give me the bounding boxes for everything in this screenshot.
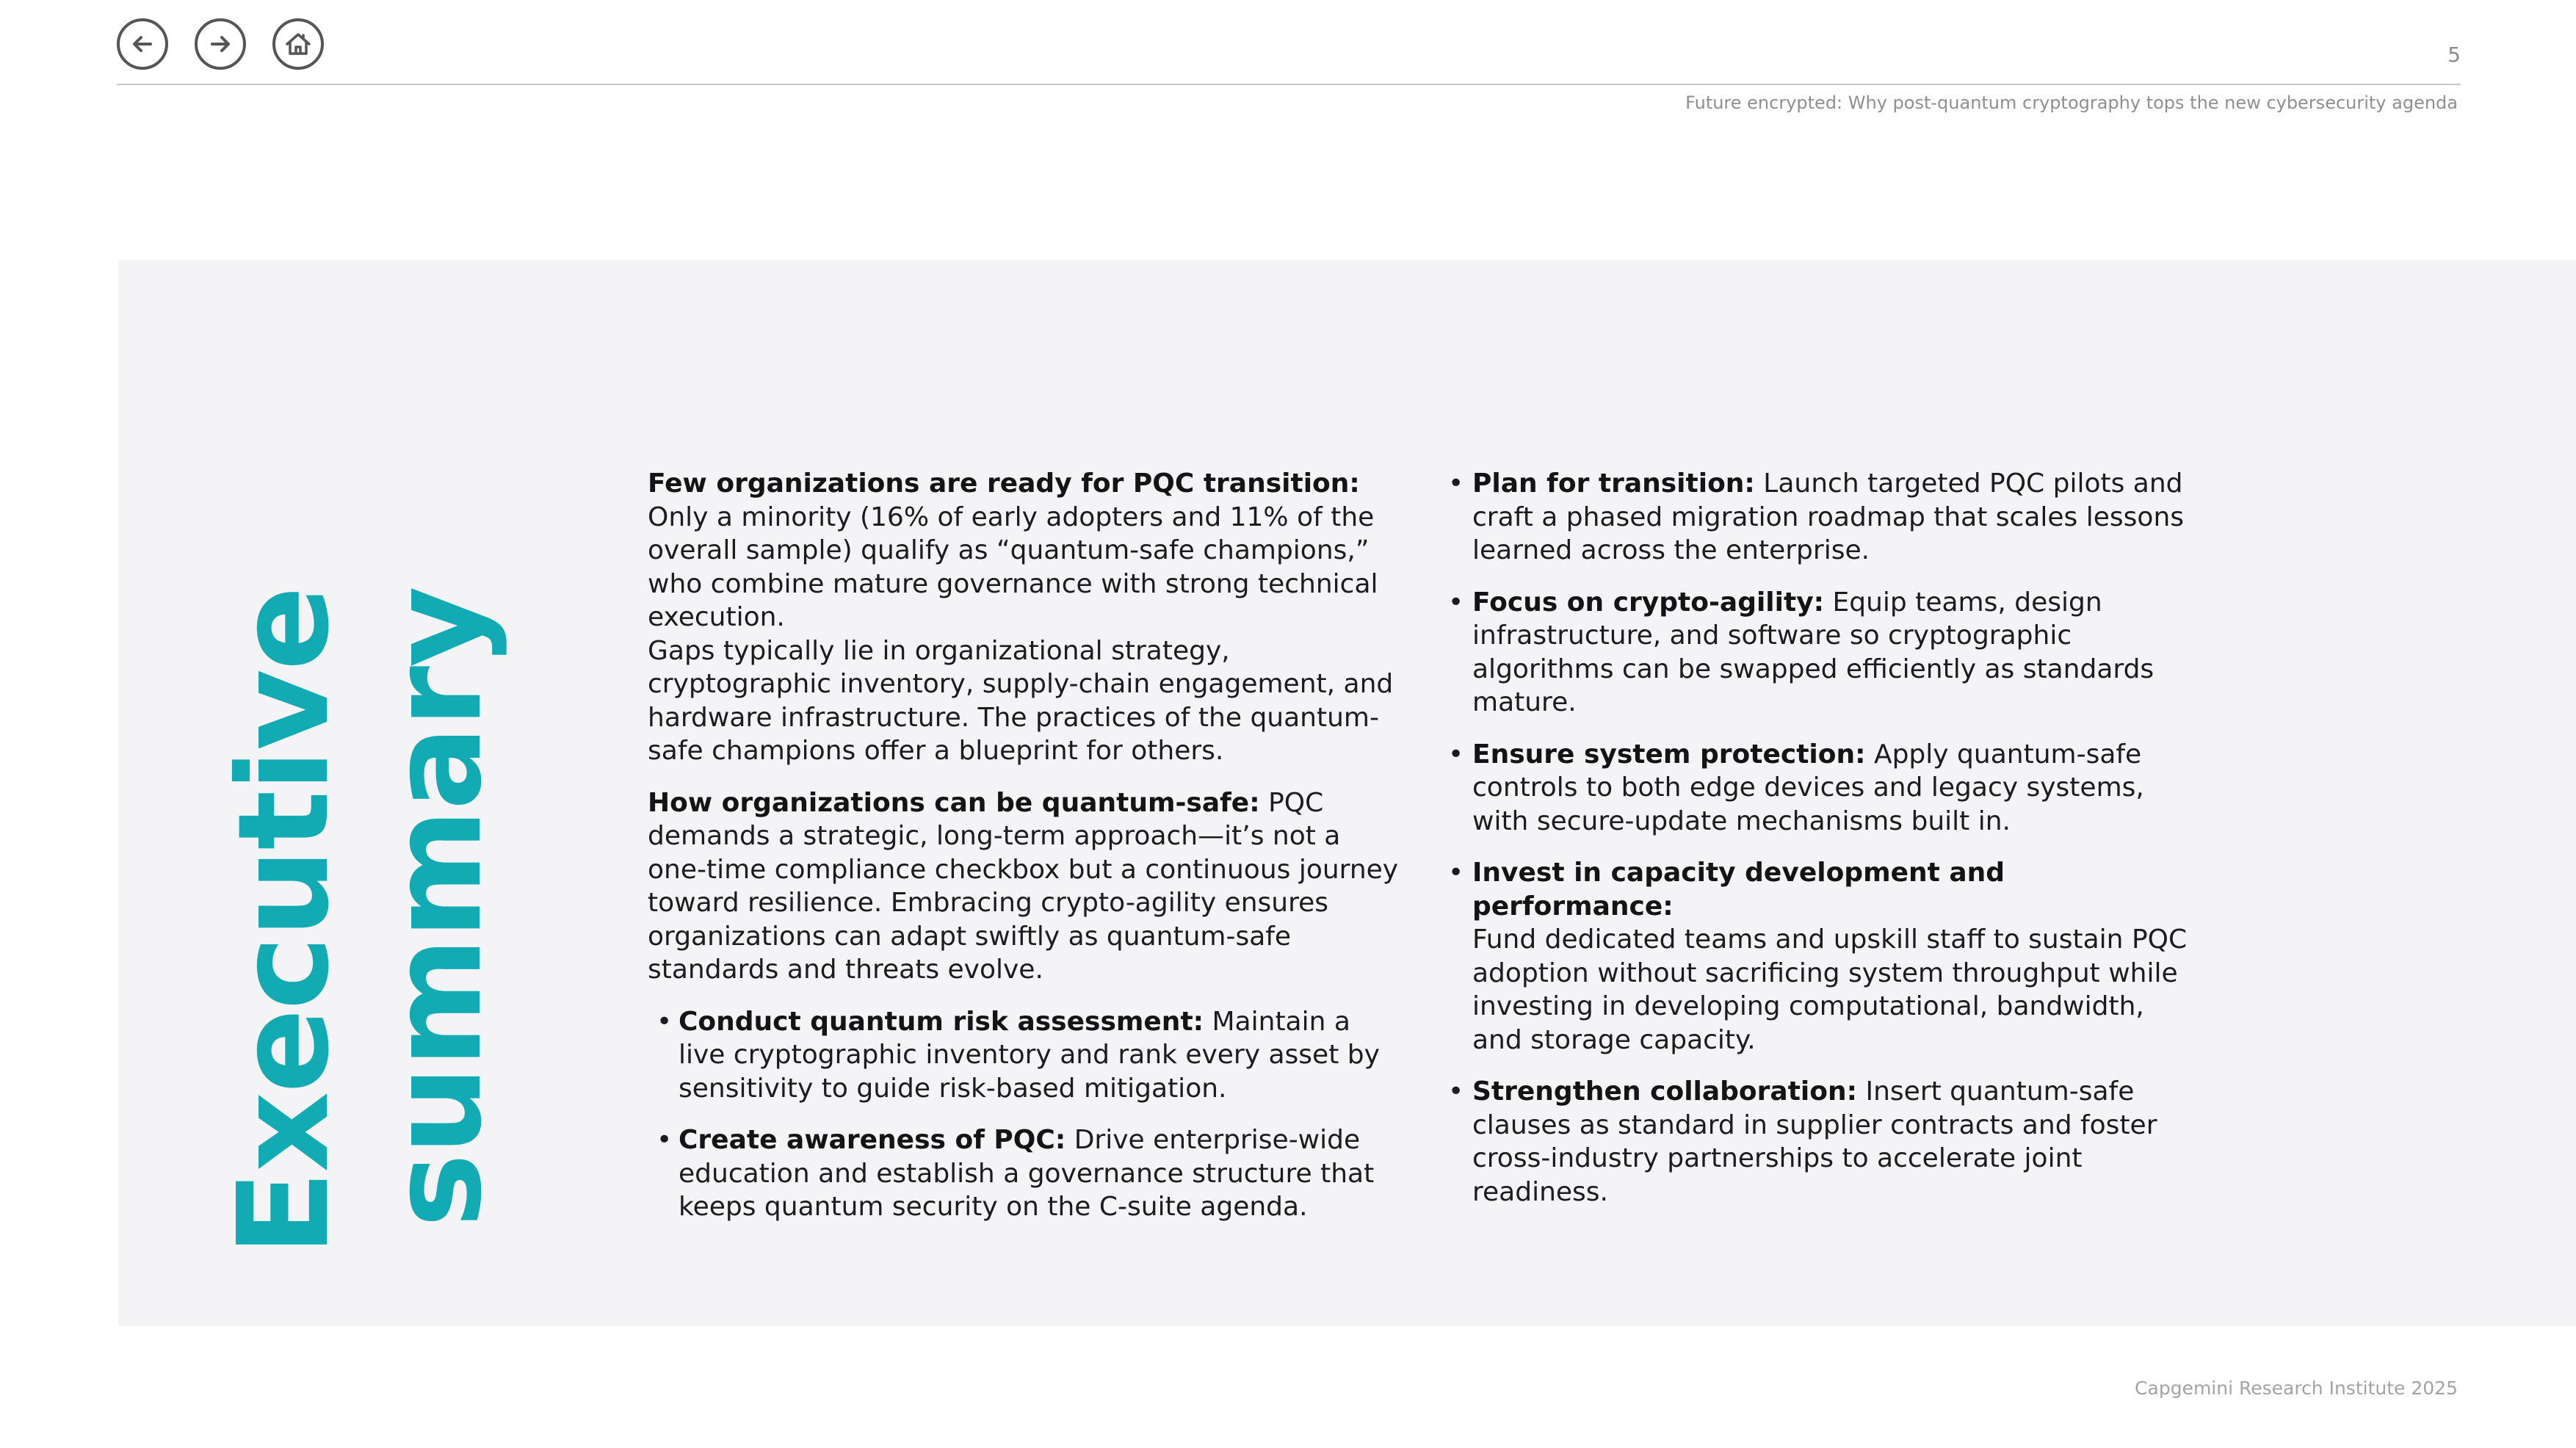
list-item-text: Fund dedicated teams and upskill staff to sustain PQC adoption without sacrificing system throughput while investing in developing computational, bandwidth, and storage capacity. bbox=[1472, 924, 2188, 1055]
right-column bbox=[1447, 467, 2188, 1227]
bullet-icon: • bbox=[656, 1125, 673, 1155]
list-item-text: Maintain a live cryptographic inventory and rank every asset by sensitivity to guide risk-based mitigation. bbox=[679, 1006, 1380, 1104]
page-number: 5 bbox=[2447, 43, 2461, 67]
list-item bbox=[1447, 856, 2188, 1057]
home-button[interactable] bbox=[272, 18, 324, 70]
paragraph-text: PQC demands a strategic, long-term approach—it’s not a one-time compliance checkbox but a continuous journey toward resilience. Embracing crypto-agility ensures organizations can adapt swiftly as quantum-safe standards and threats evolve. bbox=[648, 787, 1399, 985]
paragraph-text: Only a minority (16% of early adopters and 11% of the overall sample) qualify as “quantum-safe champions,” who combine mature governance with strong technical execution. bbox=[648, 502, 1378, 632]
list-item-text: Drive enterprise-wide education and establish a governance structure that keeps quantum security on the C-suite agenda. bbox=[679, 1125, 1375, 1222]
bullet-icon: • bbox=[1448, 1076, 1464, 1107]
list-item-heading: Invest in capacity development and performance: bbox=[1472, 858, 2005, 922]
list-item bbox=[648, 1123, 1404, 1224]
bullet-icon: • bbox=[1448, 468, 1464, 499]
list-item-heading: Create awareness of PQC: bbox=[679, 1125, 1066, 1155]
bullet-icon: • bbox=[656, 1006, 673, 1037]
paragraph-text-continued: Gaps typically lie in organizational strategy, cryptographic inventory, supply-chain engagement, and hardware infrastructure. The practices of the quantum-safe champions offer a blueprint for others. bbox=[648, 635, 1394, 766]
list-item-heading: Plan for transition: bbox=[1472, 468, 1755, 499]
footer-credit: Capgemini Research Institute 2025 bbox=[2135, 1378, 2458, 1399]
list-item bbox=[1447, 467, 2188, 568]
list-item-text: Equip teams, design infrastructure, and software so cryptographic algorithms can be swapped efficiently as standards mature. bbox=[1472, 587, 2154, 717]
page-title bbox=[208, 587, 510, 1278]
bullet-icon: • bbox=[1448, 858, 1464, 888]
list-item bbox=[1447, 738, 2188, 839]
left-column bbox=[648, 467, 1404, 1242]
paragraph-heading: How organizations can be quantum-safe: bbox=[648, 787, 1260, 818]
list-item-heading: Ensure system protection: bbox=[1472, 739, 1866, 770]
bullet-icon: • bbox=[1448, 739, 1464, 770]
list-item bbox=[1447, 586, 2188, 720]
list-item-heading: Strengthen collaboration: bbox=[1472, 1076, 1858, 1107]
paragraph-readiness bbox=[648, 467, 1404, 768]
header-divider bbox=[117, 84, 2461, 85]
title-line-executive: Executive bbox=[211, 587, 357, 1256]
arrow-right-icon bbox=[204, 28, 236, 60]
list-item-heading: Conduct quantum risk assessment: bbox=[679, 1006, 1204, 1037]
list-item bbox=[1447, 1075, 2188, 1209]
list-item bbox=[648, 1005, 1404, 1106]
paragraph-quantum-safe bbox=[648, 786, 1404, 987]
report-title: Future encrypted: Why post-quantum cryptography tops the new cybersecurity agenda bbox=[1685, 93, 2458, 113]
list-item-heading: Focus on crypto-agility: bbox=[1472, 587, 1825, 618]
forward-button[interactable] bbox=[195, 18, 246, 70]
list-item-text: Insert quantum-safe clauses as standard in supplier contracts and foster cross-industry partnerships to accelerate joint readiness. bbox=[1472, 1076, 2157, 1207]
list-item-text: Launch targeted PQC pilots and craft a phased migration roadmap that scales lessons learned across the enterprise. bbox=[1472, 468, 2185, 565]
list-item-text: Apply quantum-safe controls to both edge devices and legacy systems, with secure-update mechanisms built in. bbox=[1472, 739, 2144, 836]
back-button[interactable] bbox=[117, 18, 168, 70]
title-line-summary: summary bbox=[364, 587, 510, 1228]
arrow-left-icon bbox=[126, 28, 159, 60]
bullet-icon: • bbox=[1448, 587, 1464, 618]
paragraph-heading: Few organizations are ready for PQC transition: bbox=[648, 468, 1360, 499]
home-icon bbox=[282, 28, 314, 60]
